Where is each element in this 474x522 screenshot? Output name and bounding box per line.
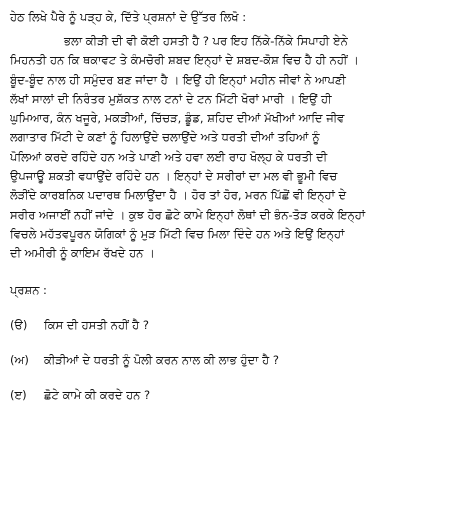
- question-item: [10, 316, 464, 334]
- questions-heading: ਪ੍ਰਸ਼ਨ :: [10, 282, 47, 297]
- question-label: (ੲ): [10, 387, 27, 402]
- question-item: [10, 386, 464, 404]
- passage: [10, 32, 464, 264]
- passage-line: ਉਪਜਾਊ ਸ਼ਕਤੀ ਵਧਾਉਂਦੇ ਰਹਿੰਦੇ ਹਨ । ਇਨ੍ਹਾਂ ਦੇ ਸਰੀਰਾਂ ਦਾ ਮਲ ਵੀ ਭੂਮੀ ਵਿਚ: [10, 169, 338, 184]
- question-label: (ੳ): [10, 317, 28, 332]
- question-item: [10, 351, 464, 369]
- passage-line: ਲਗਾਤਾਰ ਮਿੱਟੀ ਦੇ ਕਣਾਂ ਨੂੰ ਹਿਲਾਉਂਦੇ ਚਲਾਉਂਦੇ ਅਤੇ ਧਰਤੀ ਦੀਆਂ ਤਹਿਆਂ ਨੂੰ: [10, 130, 320, 145]
- passage-line: ਭਲਾ ਕੀੜੀ ਦੀ ਵੀ ਕੋਈ ਹਸਤੀ ਹੈ ? ਪਰ ਇਹ ਨਿੱਕੇ-ਨਿੱਕੇ ਸਿਪਾਹੀ ਏਨੇ: [64, 34, 348, 48]
- question-text: ਕਿਸ ਦੀ ਹਸਤੀ ਨਹੀਂ ਹੈ ?: [44, 317, 149, 332]
- passage-line: ਪੋਲਿਆਂ ਕਰਦੇ ਰਹਿੰਦੇ ਹਨ ਅਤੇ ਪਾਣੀ ਅਤੇ ਹਵਾ ਲਈ ਰਾਹ ਖੋਲ੍ਹ ਕੇ ਧਰਤੀ ਦੀ: [10, 149, 328, 164]
- question-text: ਛੋਟੇ ਕਾਮੇ ਕੀ ਕਰਦੇ ਹਨ ?: [44, 387, 151, 402]
- passage-line: ਲੋੜੀਂਦੇ ਕਾਰਬਨਿਕ ਪਦਾਰਥ ਮਿਲਾਉਂਦਾ ਹੈ । ਹੋਰ ਤਾਂ ਹੋਰ, ਮਰਨ ਪਿੱਛੋਂ ਵੀ ਇਨ੍ਹਾਂ ਦੇ: [10, 188, 347, 203]
- passage-line: ਵਿਚਲੇ ਮਹੱਤਵਪੂਰਨ ਯੋਗਿਕਾਂ ਨੂੰ ਮੁੜ ਮਿੱਟੀ ਵਿਚ ਮਿਲਾ ਦਿੰਦੇ ਹਨ ਅਤੇ ਇਉਂ ਇਨ੍ਹਾਂ: [10, 226, 345, 241]
- question-text: ਕੀੜੀਆਂ ਦੇ ਧਰਤੀ ਨੂੰ ਪੋਲੀ ਕਰਨ ਨਾਲ ਕੀ ਲਾਭ ਹੁੰਦਾ ਹੈ ?: [44, 352, 279, 367]
- passage-line: ਲੱਖਾਂ ਸਾਲਾਂ ਦੀ ਨਿਰੰਤਰ ਮੁਸ਼ੱਕਤ ਨਾਲ ਟਨਾਂ ਦੇ ਟਨ ਮਿੱਟੀ ਖੋਰਾਂ ਮਾਰੀ । ਇਉਂ ਹੀ: [10, 91, 332, 106]
- passage-line: ਦੀ ਅਮੀਰੀ ਨੂੰ ਕਾਇਮ ਰੱਖਦੇ ਹਨ ।: [10, 246, 155, 261]
- passage-line: ਮਿਹਨਤੀ ਹਨ ਕਿ ਥਕਾਵਟ ਤੇ ਕੰਮਚੋਰੀ ਸ਼ਬਦ ਇਨ੍ਹਾਂ ਦੇ ਸ਼ਬਦ-ਕੋਸ਼ ਵਿਚ ਹੈ ਹੀ ਨਹੀਂ ।: [10, 53, 359, 68]
- instruction-text: ਹੇਠ ਲਿਖੇ ਪੈਰੇ ਨੂੰ ਪੜ੍ਹ ਕੇ, ਦਿੱਤੇ ਪ੍ਰਸ਼ਨਾਂ ਦੇ ਉੱਤਰ ਲਿਖੋ :: [10, 10, 247, 24]
- passage-line: ਘੁਮਿਆਰ, ਕੰਨ ਖਜੂਰੇ, ਮਕੜੀਆਂ, ਚਿੱਚੜ, ਡੂੰਡ, ਸ਼ਹਿਦ ਦੀਆਂ ਮੱਖੀਆਂ ਆਦਿ ਜੀਵ: [10, 111, 345, 126]
- question-label: (ਅ): [10, 352, 29, 367]
- passage-line: ਬੂੰਦ-ਬੂੰਦ ਨਾਲ ਹੀ ਸਮੁੰਦਰ ਬਣ ਜਾਂਦਾ ਹੈ । ਇਉਂ ਹੀ ਇਨ੍ਹਾਂ ਮਹੀਨ ਜੀਵਾਂ ਨੇ ਆਪਣੀ: [10, 72, 346, 87]
- passage-line: ਸਰੀਰ ਅਜਾਈਂ ਨਹੀਂ ਜਾਂਦੇ । ਕੁਝ ਹੋਰ ਛੋਟੇ ਕਾਮੇ ਇਨ੍ਹਾਂ ਲੋਥਾਂ ਦੀ ਭੰਨ-ਤੋੜ ਕਰਕੇ ਇਨ੍ਹਾਂ: [10, 207, 366, 222]
